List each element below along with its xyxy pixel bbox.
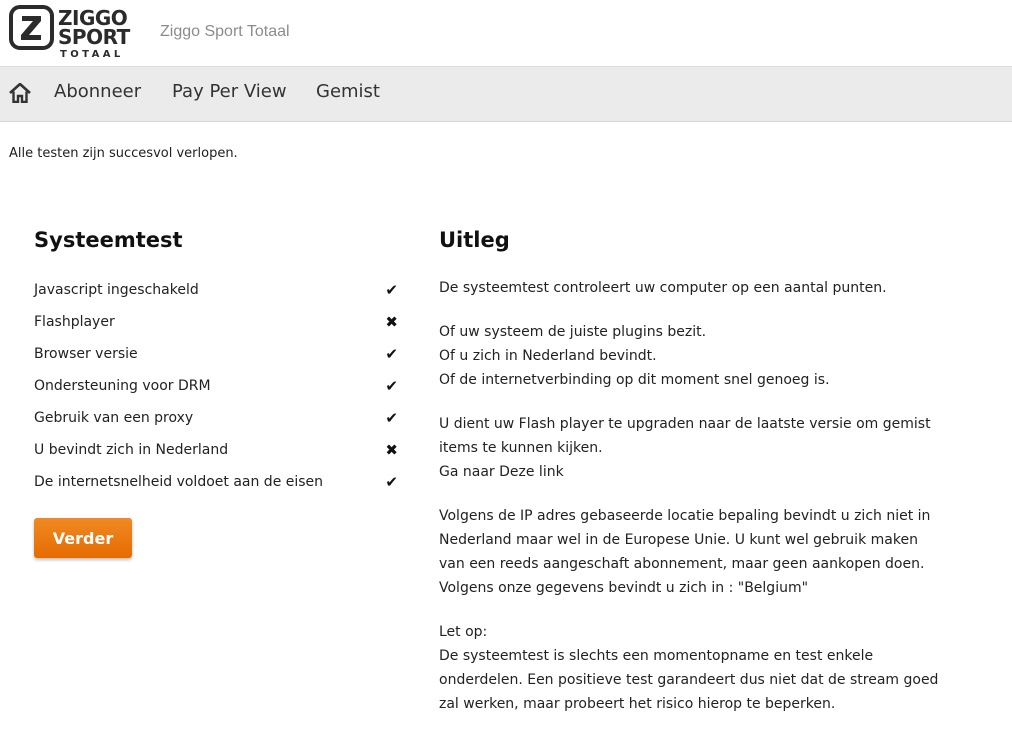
logo-text-ziggo: ZIGGO: [58, 6, 128, 30]
uitleg-location: Volgens de IP adres gebaseerde locatie bepaling bevindt u zich niet in Nederland maar wel in de Europese Unie. U kunt wel gebruik maken van een reeds aangeschaft abonnement, maar geen aankopen doen. Volgens onze gegevens bevindt u zich in : "Belgium": [439, 508, 931, 596]
cross-icon: ✖: [385, 441, 398, 459]
nav-item-pay-per-view[interactable]: Pay Per View: [172, 81, 287, 102]
note-text: De systeemtest is slechts een momentopname en test enkele onderdelen. Een positieve test garandeert dus niet dat de stream goed zal werken, maar probeert het risico hierop te beperken.: [439, 648, 939, 712]
test-label: Javascript ingeschakeld: [34, 282, 199, 298]
uitleg-flash: U dient uw Flash player te upgraden naar de laatste versie om gemist items te kunnen kijken. Ga naar Deze link: [439, 416, 931, 480]
site-title: Ziggo Sport Totaal: [160, 23, 290, 40]
note-title: Let op:: [439, 624, 488, 640]
verder-button[interactable]: Verder: [34, 518, 132, 558]
check-icon: ✔: [385, 473, 398, 491]
status-message: Alle testen zijn succesvol verlopen.: [9, 146, 238, 161]
test-label: Ondersteuning voor DRM: [34, 378, 211, 394]
logo-text-sport: SPORT: [58, 25, 130, 49]
test-row-proxy: [34, 409, 400, 441]
test-row-internetsnelheid: [34, 473, 400, 505]
ziggo-sport-totaal-logo[interactable]: [9, 5, 131, 61]
test-row-javascript: [34, 281, 400, 313]
test-row-browser-versie: [34, 345, 400, 377]
test-label: Browser versie: [34, 346, 138, 362]
test-list: [34, 281, 400, 505]
flash-link[interactable]: Deze link: [499, 464, 564, 480]
top-header: [0, 0, 1012, 67]
test-label: Flashplayer: [34, 314, 115, 330]
home-icon[interactable]: [9, 83, 31, 103]
nav-item-gemist[interactable]: Gemist: [316, 81, 380, 102]
systeemtest-heading: Systeemtest: [34, 228, 183, 252]
uitleg-point: Of de internetverbinding op dit moment snel genoeg is.: [439, 372, 830, 388]
check-icon: ✔: [385, 377, 398, 395]
test-label: U bevindt zich in Nederland: [34, 442, 229, 458]
cross-icon: ✖: [385, 313, 398, 331]
logo-text-totaal: TOTAAL: [60, 49, 124, 60]
check-icon: ✔: [385, 281, 398, 299]
test-row-nederland: [34, 441, 400, 473]
nav-item-abonneer[interactable]: Abonneer: [54, 81, 142, 102]
uitleg-point: Of u zich in Nederland bevindt.: [439, 348, 657, 364]
test-row-flashplayer: [34, 313, 400, 345]
check-icon: ✔: [385, 345, 398, 363]
uitleg-intro: De systeemtest controleert uw computer op een aantal punten.: [439, 280, 887, 296]
test-label: De internetsnelheid voldoet aan de eisen: [34, 474, 324, 490]
location-country: Volgens onze gegevens bevindt u zich in : "Belgium": [439, 580, 809, 596]
ziggo-z-logo-icon: [9, 5, 54, 50]
uitleg-text: [439, 276, 939, 736]
uitleg-point: Of uw systeem de juiste plugins bezit.: [439, 324, 707, 340]
main-nav: [0, 67, 1012, 122]
uitleg-points: [439, 320, 939, 392]
uitleg-heading: Uitleg: [439, 228, 510, 252]
uitleg-note: [439, 620, 939, 716]
test-label: Gebruik van een proxy: [34, 410, 194, 426]
flash-link-prefix: Ga naar: [439, 464, 495, 480]
test-row-drm: [34, 377, 400, 409]
check-icon: ✔: [385, 409, 398, 427]
